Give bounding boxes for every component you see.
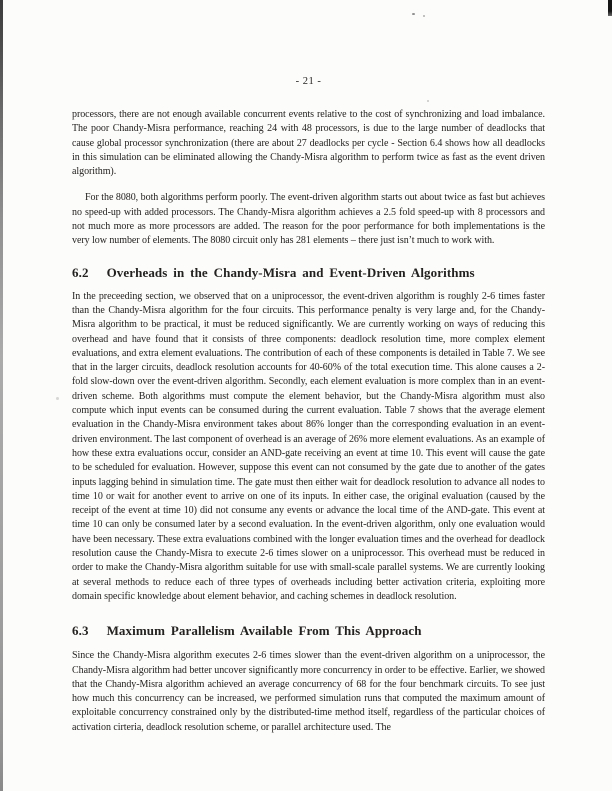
- section-heading-6-2: [72, 265, 545, 281]
- page-number: - 21 -: [295, 76, 322, 87]
- paragraph: In the preceeding section, we observed that on a uniprocessor, the event-driven algorithm is roughly 2-6 times faster than the Chandy-Misra algorithm for the four circuits. This performance penalty is very large and, for the Chandy-Misra algorithm to be practical, it must be reduced significantly. We are currently working on ways of reducing this overhead and have found that it consists of three components: deadlock resolution time, more complex element evaluations, and extra element evaluations. The contribution of each of these components is detailed in Table 7. We see that in the larger circuits, deadlock resolution accounts for 40-60% of the total execution time. This alone causes a 2-fold slow-down over the event-driven algorithm. Secondly, each element evaluation is more complex than in an event-driven scheme. Both algorithms must compute the element behavior, but the Chandy-Misra algorithm must also compute which input events can be consumed during the current evaluation. Table 7 shows that the average element evaluation in the Chandy-Misra environment takes about 86% longer than the corresponding evaluation in an event-driven environment. The last component of overhead is an average of 26% more element evaluations. As an example of how these extra evaluations occur, consider an AND-gate receiving an event at time 10. This event will cause the gate to be scheduled for evaluation. However, suppose this event can not consumed by the gate due to another of the gates inputs lagging behind in simulation time. The gate must then either wait for deadlock resolution to advance all nodes to time 10 or wait for another event to arrive on one of its inputs. In either case, the original evaluation (caused by the receipt of the event at time 10) did not consume any events or advance the local time of the AND-gate. This event at time 10 can only be consumed later by a second evaluation. In the event-driven algorithm, only one evaluation would have been necessary. These extra evaluations combined with the longer evaluation times and the overhead for deadlock resolution cause the Chandy-Misra to execute 2-6 times slower on a uniprocessor. This overhead must be reduced in order to make the Chandy-Misra algorithm suitable for use with small-scale parallel systems. We are currently looking at several methods to reduce each of three types of overheads including better activation criteria, exploiting more domain specific knowledge about element behavior, and caching schemes in deadlock resolution.: [72, 290, 545, 602]
- scan-speck: [56, 397, 59, 400]
- text-column: [72, 0, 545, 735]
- section-number: 6.2: [72, 264, 89, 280]
- section-heading-6-3: [72, 623, 545, 639]
- section-title: Overheads in the Chandy-Misra and Event-Driven Algorithms: [106, 264, 475, 280]
- scan-mark-top-right: [608, 0, 612, 16]
- section-title: Maximum Parallelism Available From This Approach: [106, 623, 422, 639]
- scan-edge-artifact-left: [0, 0, 3, 791]
- paragraph: Since the Chandy-Misra algorithm executes 2-6 times slower than the event-driven algorithm on a uniprocessor, the Chandy-Misra algorithm had better uncover significantly more concurrency in order to be effective. Earlier, we showed that the Chandy-Misra algorithm achieved an average concurrency of 68 for the four benchmark circuits. To see just how much this concurrency can be increased, we performed simulation runs that computed the maximum amount of exploitable concurrency constrained only by the distributed-time method itself, regardless of the particular choices of activation cirteria, deadlock resolution scheme, or parallel architecture used. The: [72, 650, 545, 733]
- paragraph-continuation: processors, there are not enough available concurrent events relative to the cost of synchronizing and load imbalance. The poor Chandy-Misra performance, reaching 24 with 48 processors, is due to the large number of deadlocks that cause global processor synchronization (there are about 27 deadlocks per cycle - Section 6.4 shows how all deadlocks in this simulation can be eliminated allowing the Chandy-Misra algorithm to perform twice as fast as the event driven algorithm).: [72, 109, 545, 178]
- paragraph: For the 8080, both algorithms perform poorly. The event-driven algorithm starts out about twice as fast but achieves no speed-up with added processors. The Chandy-Misra algorithm achieves a 2.5 fold speed-up with 8 processors and not much more as more processors are added. The reason for the poor performance for both implementations is the very low number of elements. The 8080 circuit only has 281 elements – there just isn’t much to work with.: [72, 192, 545, 247]
- section-number: 6.3: [72, 623, 89, 639]
